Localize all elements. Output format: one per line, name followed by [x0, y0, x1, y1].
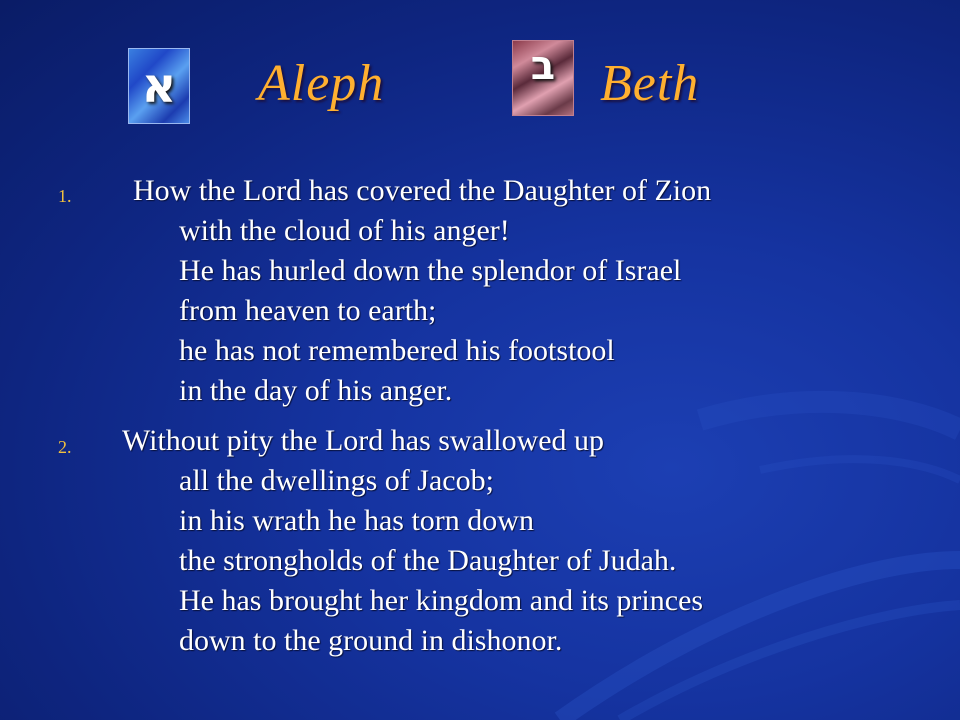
aleph-title: Aleph	[258, 55, 385, 112]
verse-line: in the day of his anger.	[179, 374, 453, 407]
verse-number: 1.	[58, 186, 72, 206]
verse-line: with the cloud of his anger!	[179, 214, 510, 247]
verse-line: all the dwellings of Jacob;	[179, 464, 494, 497]
beth-letter: ב	[530, 43, 556, 89]
verse-number: 2.	[58, 437, 72, 457]
verse-line: he has not remembered his footstool	[179, 334, 615, 367]
verse-line: He has brought her kingdom and its princes	[179, 584, 704, 617]
verse-line: Without pity the Lord has swallowed up	[122, 424, 605, 457]
beth-title: Beth	[600, 55, 700, 112]
aleph-letter: א	[141, 58, 177, 114]
verse-line: He has hurled down the splendor of Israel	[179, 254, 682, 287]
verse-line: from heaven to earth;	[179, 294, 437, 327]
verse-line: the strongholds of the Daughter of Judah.	[179, 544, 677, 577]
verse-line: in his wrath he has torn down	[179, 504, 534, 537]
beth-letter-tile	[512, 40, 574, 116]
verse-line: down to the ground in dishonor.	[179, 624, 563, 657]
verse-line: How the Lord has covered the Daughter of Zion	[133, 174, 712, 207]
aleph-letter-tile	[128, 48, 190, 124]
